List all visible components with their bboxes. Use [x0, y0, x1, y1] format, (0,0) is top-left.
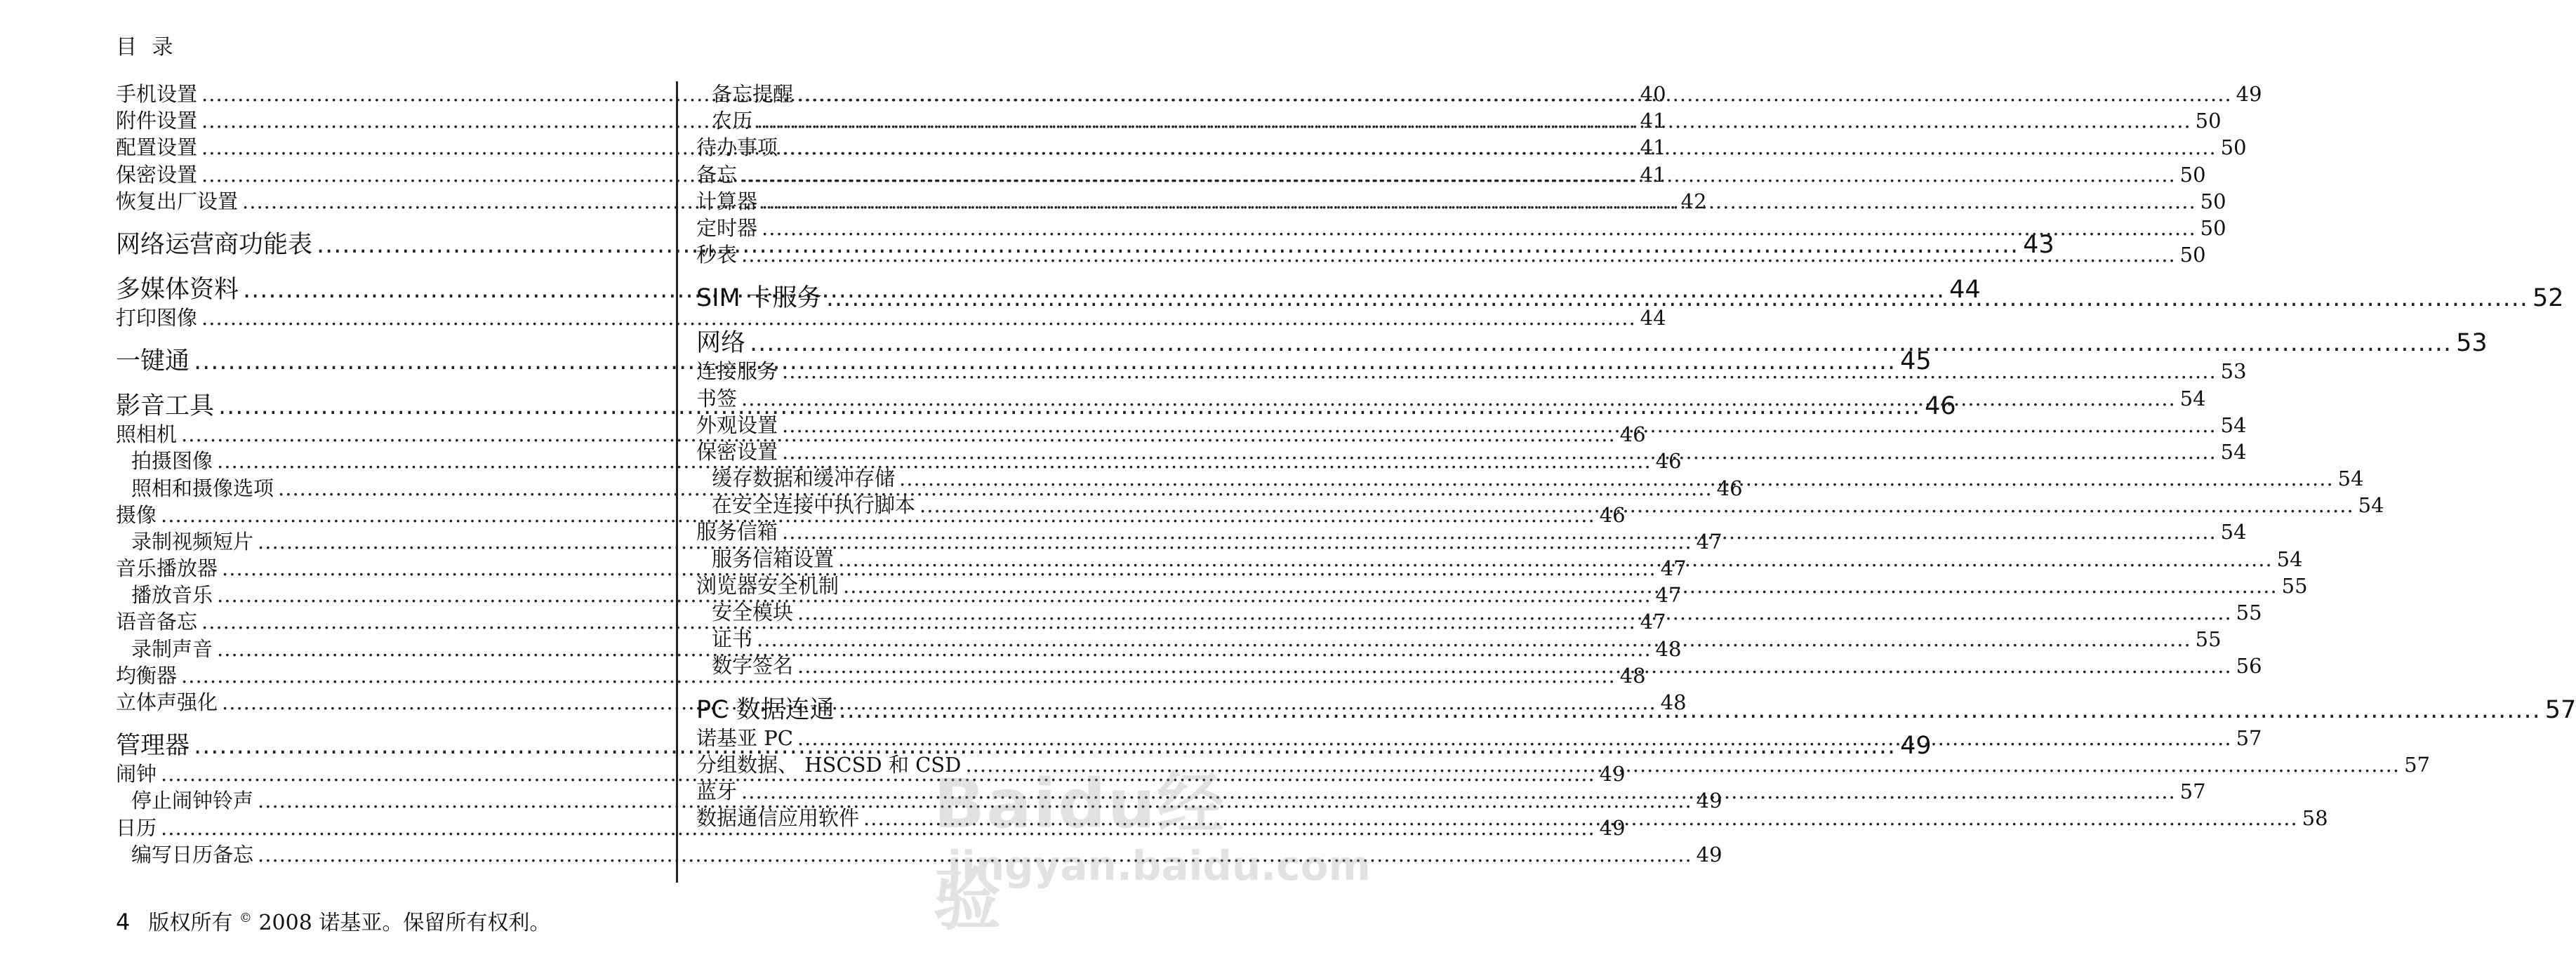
- toc-entry-title: 书签: [696, 386, 738, 410]
- toc-dot-leader: [757, 627, 2191, 651]
- toc-entry-title: 录制声音: [131, 636, 213, 661]
- toc-page-number: 53: [2456, 329, 2488, 358]
- toc-dot-leader: [826, 284, 2528, 312]
- toc-entry-title: 音乐播放器: [116, 556, 218, 581]
- toc-dot-leader: [782, 520, 2217, 544]
- toc-dot-leader: [750, 329, 2452, 357]
- toc-page-number: 55: [2236, 601, 2262, 624]
- toc-dot-leader: [797, 726, 2232, 750]
- toc-entry-title: 定时器: [696, 215, 758, 240]
- toc-page-number: 50: [2195, 109, 2222, 133]
- toc-dot-leader: [782, 413, 2217, 437]
- copyright-symbol: ©: [239, 911, 252, 925]
- toc-page-number: 55: [2195, 627, 2222, 652]
- toc-page-number: 48: [1619, 663, 1646, 688]
- toc-entry-title: 打印图像: [116, 305, 198, 330]
- toc-entry-title: 在安全连接中执行脚本: [712, 493, 916, 518]
- toc-dot-leader: [741, 163, 2176, 187]
- toc-page-number: 46: [1655, 449, 1682, 474]
- toc-page-number: 49: [2236, 82, 2262, 106]
- toc-entry-title: 服务信箱: [696, 520, 778, 544]
- toc-page-number: 57: [2404, 752, 2430, 777]
- toc-entry-title: PC 数据连通: [696, 695, 835, 724]
- toc-page-number: 48: [1660, 690, 1687, 714]
- toc-page-number: 49: [1599, 762, 1626, 787]
- toc-page-number: 46: [1925, 392, 1956, 421]
- toc-entry-title: 浏览器安全机制: [696, 573, 839, 598]
- toc-page-number: 50: [2179, 162, 2206, 187]
- toc-entry-title: 数字签名: [712, 654, 794, 678]
- toc-page-number: 54: [2276, 547, 2303, 571]
- toc-page-number: 57: [2179, 779, 2206, 803]
- toc-dot-leader: [762, 189, 2196, 213]
- toc-page-number: 47: [1696, 529, 1722, 554]
- toc-dot-leader: [838, 547, 2273, 571]
- toc-page-number: 53: [2220, 359, 2247, 384]
- toc-entry: [696, 213, 2226, 240]
- toc-section-heading: [696, 323, 2488, 358]
- toc-entry-title: 编写日历备忘: [131, 842, 254, 866]
- toc-page-number: 44: [1949, 275, 1981, 304]
- toc-entry-title: 附件设置: [116, 109, 198, 133]
- toc-entry-title: 拍摄图像: [131, 449, 213, 474]
- toc-entry-title: 外观设置: [696, 413, 778, 437]
- toc-page-number: 54: [2220, 439, 2247, 464]
- watermark-url: jingyan.baidu.com: [948, 842, 1371, 890]
- toc-entry-title: 农历: [712, 109, 753, 133]
- toc-entry-title: 分组数据、 HSCSD 和 CSD: [696, 752, 962, 777]
- toc-dot-leader: [741, 243, 2176, 267]
- toc-entry-title: 语音备忘: [116, 610, 198, 634]
- toc-dot-leader: [899, 467, 2334, 490]
- toc-page-number: 57: [2236, 725, 2262, 750]
- toc-entry-title: 立体声强化: [116, 690, 218, 714]
- toc-entry: [116, 302, 1666, 330]
- toc-entry-title: 录制视频短片: [131, 529, 254, 554]
- toc-entry-title: SIM 卡服务: [696, 284, 822, 313]
- toc-page-number: 42: [1680, 189, 1707, 213]
- toc-page-number: 48: [1655, 636, 1682, 661]
- toc-dot-leader: [797, 654, 2232, 678]
- toc-page-number: 47: [1660, 556, 1687, 581]
- toc-entry-title: 多媒体资料: [116, 275, 239, 304]
- toc-dot-leader: [782, 135, 2217, 159]
- toc-entry-title: 恢复出厂设置: [116, 189, 239, 213]
- toc-page-number: 40: [1640, 82, 1666, 106]
- toc-page-number: 50: [2179, 243, 2206, 267]
- toc-page-number: 54: [2358, 493, 2384, 518]
- toc-entry-title: 一键通: [116, 347, 190, 376]
- toc-dot-leader: [782, 440, 2217, 464]
- toc-page-number: 49: [1696, 842, 1722, 866]
- toc-dot-leader: [797, 82, 2232, 106]
- watermark-logo-text: Baidu经验: [934, 765, 1226, 939]
- toc-entry-title: 网络: [696, 329, 746, 358]
- toc-dot-leader: [919, 493, 2354, 517]
- toc-page-number: 50: [2200, 189, 2226, 213]
- toc-page-number: 46: [1619, 422, 1646, 447]
- toc-entry-title: 配置设置: [116, 135, 198, 160]
- toc-entry-title: 服务信箱设置: [712, 547, 835, 571]
- toc-page-number: 43: [2023, 230, 2054, 259]
- toc-page-number: 49: [1900, 732, 1932, 761]
- toc-entry-title: 证书: [712, 627, 753, 652]
- toc-dot-leader: [843, 574, 2278, 598]
- toc-page-number: 55: [2281, 573, 2308, 598]
- toc-entry-title: 数据通信应用软件: [696, 806, 860, 831]
- toc-page-number: 41: [1640, 135, 1666, 160]
- toc-entry-title: 计算器: [696, 189, 758, 213]
- toc-entry-title: 播放音乐: [131, 583, 213, 608]
- toc-entry-title: 保密设置: [696, 439, 778, 464]
- copyright-text-post: 2008 诺基亚。保留所有权利。: [251, 911, 551, 935]
- toc-entry-title: 备忘: [696, 162, 738, 187]
- toc-page-number: 52: [2532, 284, 2564, 313]
- toc-entry-title: 诺基亚 PC: [696, 725, 793, 750]
- toc-page-number: 57: [2544, 695, 2576, 724]
- toc-entry-title: 缓存数据和缓冲存储: [712, 467, 896, 491]
- toc-entry-title: 摄像: [116, 502, 157, 527]
- toc-entry-title: 照相机: [116, 422, 178, 447]
- toc-entry-title: 停止闹钟铃声: [131, 789, 254, 813]
- toc-entry-title: 待办事项: [696, 135, 778, 160]
- toc-page-number: 58: [2302, 806, 2328, 831]
- toc-entry-title: 网络运营商功能表: [116, 230, 313, 259]
- toc-dot-leader: [782, 359, 2217, 383]
- toc-page-number: 50: [2220, 135, 2247, 160]
- toc-page-number: 44: [1640, 305, 1666, 330]
- copyright-text-pre: 版权所有: [148, 911, 239, 935]
- toc-page-number: 47: [1655, 583, 1682, 608]
- footer-page-number: 4: [116, 909, 131, 935]
- toc-page-number: 45: [1900, 347, 1932, 376]
- toc-entry-title: 保密设置: [116, 162, 198, 187]
- toc-entry-title: 蓝牙: [696, 779, 738, 803]
- toc-page-number: 41: [1640, 109, 1666, 133]
- toc-dot-leader: [839, 696, 2541, 724]
- toc-entry-title: 管理器: [116, 732, 190, 761]
- toc-page-number: 47: [1640, 610, 1666, 634]
- column-divider: [676, 81, 678, 883]
- toc-page-number: 50: [2200, 215, 2226, 240]
- toc-dot-leader: [741, 387, 2176, 410]
- toc-dot-leader: [757, 109, 2191, 133]
- toc-entry-title: 日历: [116, 815, 157, 840]
- toc-page-number: 56: [2236, 654, 2262, 678]
- toc-entry-title: 秒表: [696, 243, 738, 267]
- toc-page-number: 54: [2220, 413, 2247, 437]
- page-title: 目 录: [116, 35, 178, 60]
- toc-page-number: 46: [1599, 502, 1626, 527]
- toc-page-number: 49: [1696, 789, 1722, 813]
- toc-dot-leader: [797, 601, 2232, 624]
- copyright-notice: [148, 905, 550, 936]
- toc-entry-title: 影音工具: [116, 392, 215, 421]
- toc-entry-title: 连接服务: [696, 359, 778, 384]
- page-footer: [116, 905, 550, 936]
- baidu-jingyan-watermark: [934, 751, 1371, 939]
- toc-entry-title: 照相和摄像选项: [131, 476, 274, 500]
- toc-entry-title: 闹钟: [116, 762, 157, 787]
- toc-entry-title: 备忘提醒: [712, 82, 794, 106]
- toc-page-number: 54: [2179, 386, 2206, 410]
- toc-page-number: 54: [2220, 520, 2247, 544]
- toc-dot-leader: [762, 216, 2196, 240]
- toc-page-number: 54: [2337, 467, 2364, 491]
- toc-page-number: 46: [1716, 476, 1743, 500]
- toc-entry-title: 安全模块: [712, 601, 794, 624]
- toc-entry-title: 均衡器: [116, 663, 178, 688]
- toc-entry-title: 手机设置: [116, 82, 198, 106]
- toc-page-number: 49: [1599, 815, 1626, 840]
- toc-page-number: 41: [1640, 162, 1666, 187]
